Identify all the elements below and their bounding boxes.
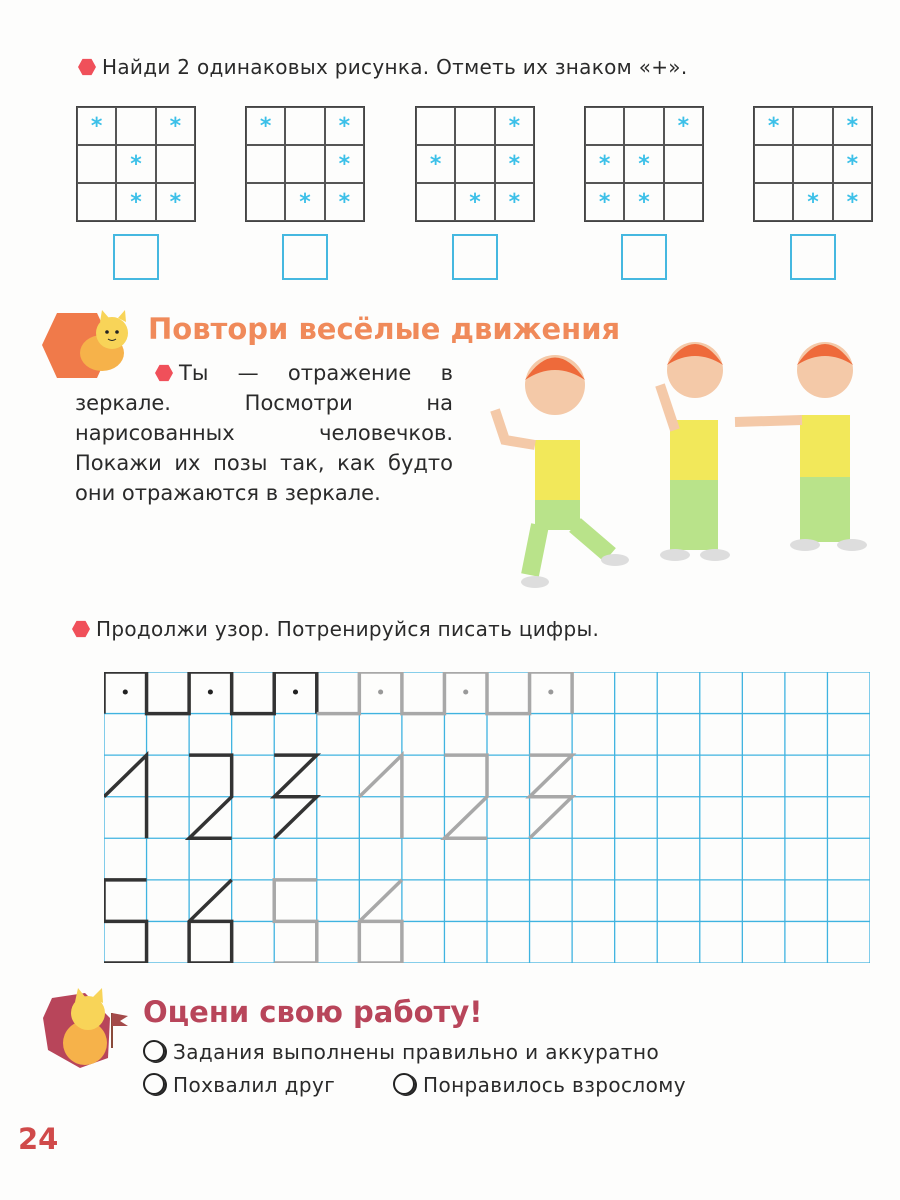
- task3-instruction: Продолжи узор. Потренируйся писать цифры.: [72, 617, 599, 641]
- digit-writing-grid[interactable]: [104, 672, 870, 963]
- empty-cell: [455, 145, 494, 183]
- empty-cell: [664, 145, 703, 183]
- answer-box[interactable]: [790, 234, 836, 280]
- star-pattern-grid: [584, 106, 704, 222]
- star-cell: *: [325, 183, 364, 221]
- task1-instruction: Найди 2 одинаковых рисунка. Отметь их знаком «+».: [78, 55, 687, 79]
- star-pattern-grid: [76, 106, 196, 222]
- empty-cell: [246, 183, 285, 221]
- star-cell: *: [833, 183, 872, 221]
- empty-cell: [246, 145, 285, 183]
- radio-circle-icon[interactable]: [143, 1040, 165, 1062]
- hexagon-marker-icon: [72, 620, 90, 638]
- star-cell: *: [156, 183, 195, 221]
- empty-cell: [664, 183, 703, 221]
- movements-instruction: Ты — отражение в зеркале. Посмотри на нарисованных человечков. Покажи их позы так, как будто они отражаются в зеркале.: [75, 361, 453, 505]
- pattern-dots: [123, 689, 554, 694]
- empty-cell: [77, 183, 116, 221]
- empty-cell: [754, 183, 793, 221]
- empty-cell: [793, 107, 832, 145]
- star-cell: *: [116, 183, 155, 221]
- hexagon-marker-icon: [78, 58, 96, 76]
- answer-box[interactable]: [452, 234, 498, 280]
- star-cell: *: [77, 107, 116, 145]
- eval-option-3[interactable]: Понравилось взрослому: [393, 1073, 686, 1097]
- empty-cell: [77, 145, 116, 183]
- empty-cell: [624, 107, 663, 145]
- star-cell: *: [116, 145, 155, 183]
- star-cell: *: [495, 183, 534, 221]
- empty-cell: [585, 107, 624, 145]
- page-number: 24: [18, 1122, 59, 1156]
- answer-box[interactable]: [113, 234, 159, 280]
- star-cell: *: [833, 107, 872, 145]
- star-cell: *: [624, 183, 663, 221]
- star-cell: *: [285, 183, 324, 221]
- star-cell: *: [585, 183, 624, 221]
- radio-circle-icon[interactable]: [393, 1073, 415, 1095]
- star-cell: *: [325, 107, 364, 145]
- empty-cell: [754, 145, 793, 183]
- section-title-evaluation: Оцени свою работу!: [143, 995, 483, 1029]
- star-cell: *: [833, 145, 872, 183]
- answer-box[interactable]: [282, 234, 328, 280]
- star-pattern-grid: [753, 106, 873, 222]
- star-pattern-grid: [245, 106, 365, 222]
- star-cell: *: [754, 107, 793, 145]
- star-cell: *: [793, 183, 832, 221]
- section-title-movements: Повтори весёлые движения: [148, 312, 621, 346]
- star-cell: *: [416, 145, 455, 183]
- pattern-trace-gray: [274, 672, 572, 963]
- mirror-boys-illustration: [480, 330, 880, 595]
- empty-cell: [455, 107, 494, 145]
- star-cell: *: [495, 145, 534, 183]
- empty-cell: [156, 145, 195, 183]
- hexagon-marker-icon: [155, 364, 173, 382]
- boy-figure-3: [735, 342, 867, 551]
- boy-figure-2: [660, 342, 730, 561]
- star-cell: *: [246, 107, 285, 145]
- eval-option-2[interactable]: Похвалил друг: [143, 1073, 335, 1097]
- empty-cell: [793, 145, 832, 183]
- star-cell: *: [156, 107, 195, 145]
- star-cell: *: [455, 183, 494, 221]
- boy-figure-1: [495, 355, 629, 588]
- star-cell: *: [325, 145, 364, 183]
- star-pattern-grid: [415, 106, 535, 222]
- empty-cell: [285, 107, 324, 145]
- cat-with-flag-icon: [40, 988, 140, 1070]
- empty-cell: [285, 145, 324, 183]
- star-cell: *: [664, 107, 703, 145]
- answer-box[interactable]: [621, 234, 667, 280]
- empty-cell: [416, 107, 455, 145]
- star-cell: *: [585, 145, 624, 183]
- eval-option-1[interactable]: Задания выполнены правильно и аккуратно: [143, 1040, 659, 1064]
- radio-circle-icon[interactable]: [143, 1073, 165, 1095]
- star-cell: *: [495, 107, 534, 145]
- pattern-sample-dark: [104, 672, 317, 963]
- empty-cell: [416, 183, 455, 221]
- empty-cell: [116, 107, 155, 145]
- star-cell: *: [624, 145, 663, 183]
